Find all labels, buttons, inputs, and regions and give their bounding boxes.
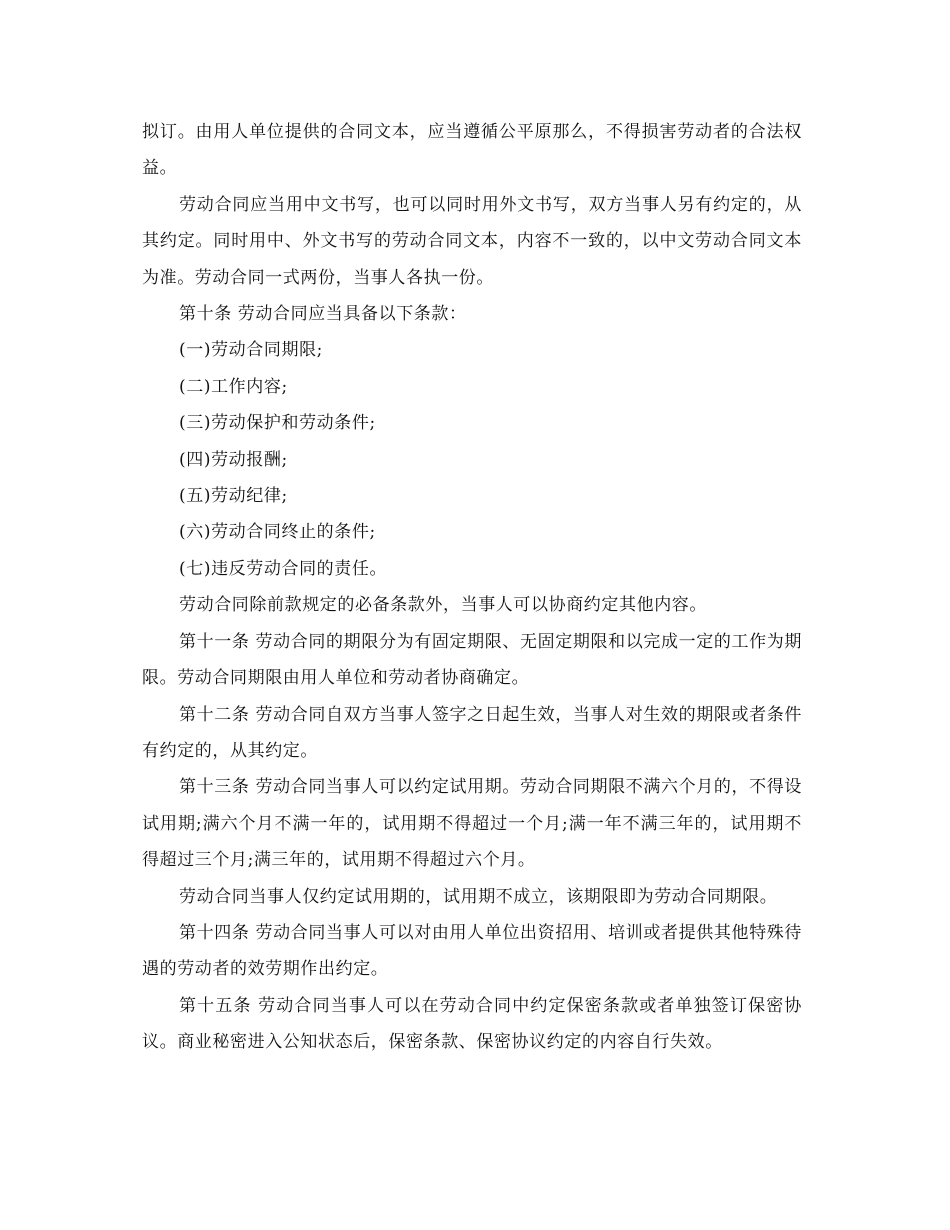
list-item-clause-2: (二)工作内容; bbox=[179, 376, 288, 397]
article-10-heading: 第十条 劳动合同应当具备以下条款： bbox=[179, 304, 467, 325]
list-item-clause-7: (七)违反劳动合同的责任。 bbox=[179, 558, 388, 579]
paragraph-language-requirement: 劳动合同应当用中文书写，也可以同时用外文书写，双方当事人另有约定的，从其约定。同时用中、外文书写的劳动合同文本，内容不一致的，以中文劳动合同文本为准。劳动合同一式两份，当事人各执一份。 bbox=[142, 194, 802, 288]
list-item-clause-6: (六)劳动合同终止的条件; bbox=[179, 522, 376, 543]
article-15: 第十五条 劳动合同当事人可以在劳动合同中约定保密条款或者单独签订保密协议。商业秘密进入公知状态后，保密条款、保密协议约定的内容自行失效。 bbox=[142, 995, 802, 1053]
list-item-clause-3: (三)劳动保护和劳动条件; bbox=[179, 413, 376, 434]
article-13: 第十三条 劳动合同当事人可以约定试用期。劳动合同期限不满六个月的，不得设试用期;满六个月不满一年的，试用期不得超过一个月;满一年不满三年的，试用期不得超过三个月;满三年的，试用期不得超过六个月。 bbox=[142, 777, 802, 871]
list-item-clause-1: (一)劳动合同期限; bbox=[179, 340, 323, 361]
article-14: 第十四条 劳动合同当事人可以对由用人单位出资招用、培训或者提供其他特殊待遇的劳动者的效劳期作出约定。 bbox=[142, 922, 802, 980]
paragraph-continuation: 拟订。由用人单位提供的合同文本，应当遵循公平原那么，不得损害劳动者的合法权益。 bbox=[142, 122, 802, 179]
list-item-clause-4: (四)劳动报酬; bbox=[179, 449, 288, 470]
paragraph-other-content: 劳动合同除前款规定的必备条款外，当事人可以协商约定其他内容。 bbox=[179, 595, 707, 616]
document-body bbox=[142, 114, 802, 1061]
list-item-clause-5: (五)劳动纪律; bbox=[179, 486, 288, 507]
paragraph-probation-only: 劳动合同当事人仅约定试用期的，试用期不成立，该期限即为劳动合同期限。 bbox=[179, 886, 778, 907]
article-12: 第十二条 劳动合同自双方当事人签字之日起生效，当事人对生效的期限或者条件有约定的，从其约定。 bbox=[142, 704, 802, 761]
article-11: 第十一条 劳动合同的期限分为有固定期限、无固定期限和以完成一定的工作为期限。劳动合同期限由用人单位和劳动者协商确定。 bbox=[142, 631, 802, 689]
